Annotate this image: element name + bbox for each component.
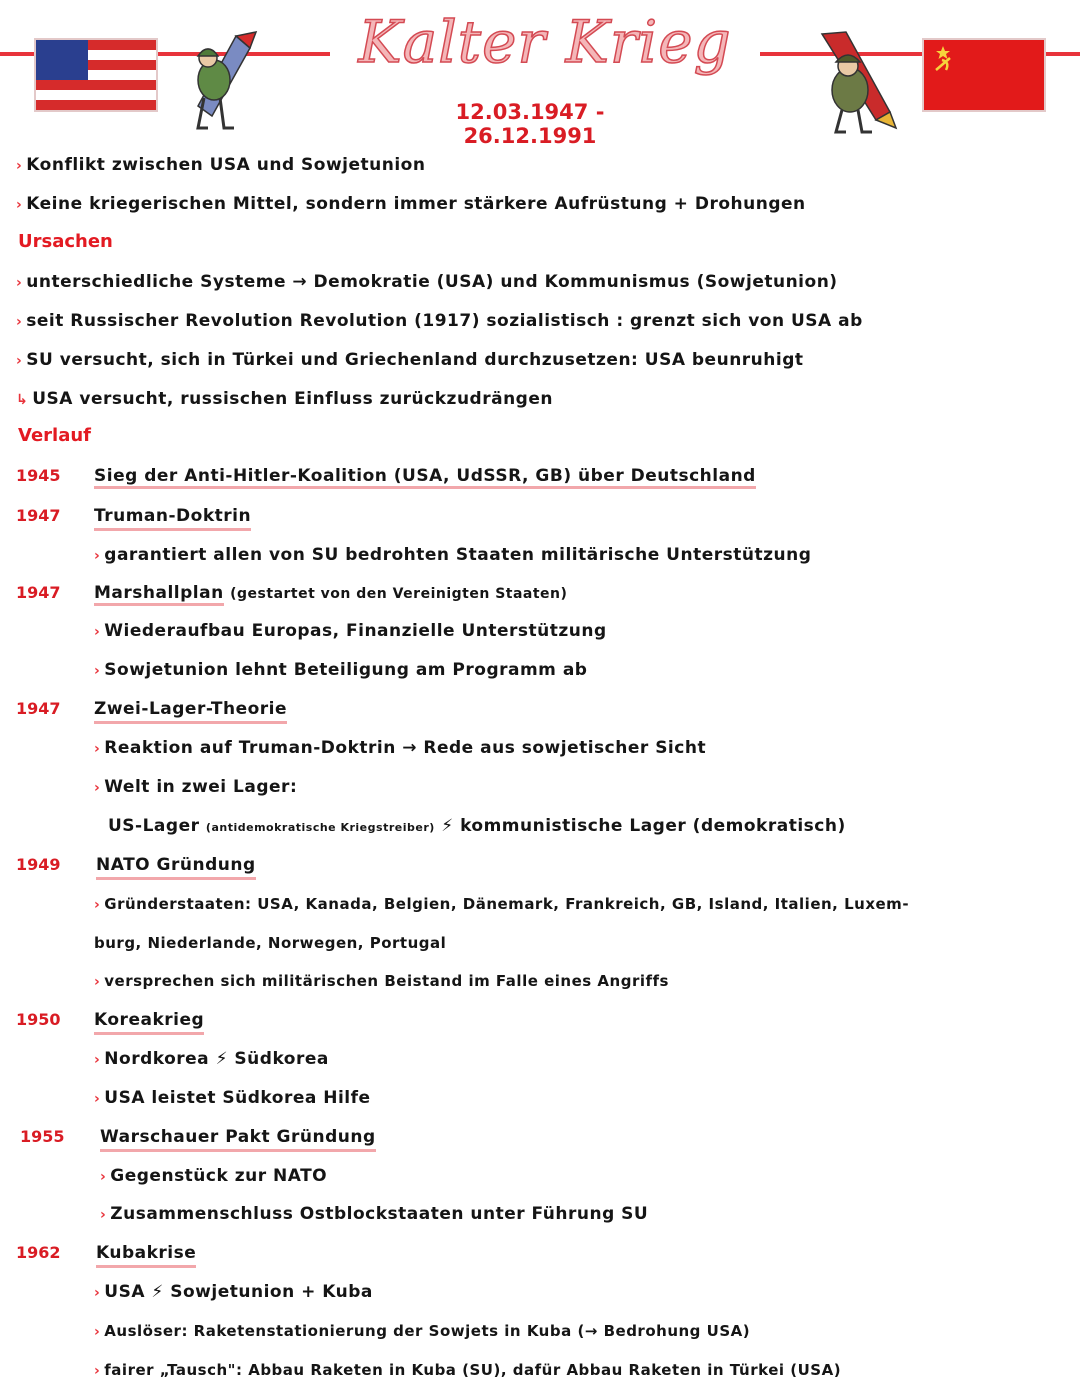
event-point: › Reaktion auf Truman-Doktrin → Rede aus sowjetischer Sicht (94, 738, 707, 758)
date-range: 12.03.1947 - 26.12.1991 (455, 100, 605, 148)
event-year: 1949 (16, 855, 61, 874)
event-title: Truman-Doktrin (94, 504, 251, 531)
event-year: 1955 (20, 1127, 65, 1146)
cause-item: › unterschiedliche Systeme → Demokratie (USA) und Kommunismus (Sowjetunion) (16, 272, 838, 292)
event-point: › Zusammenschluss Ostblockstaaten unter Führung SU (100, 1204, 649, 1224)
event-title: Zwei-Lager-Theorie (94, 697, 287, 724)
us-flag-icon (34, 38, 158, 112)
event-point: › Nordkorea ⚡ Südkorea (94, 1049, 329, 1069)
event-point: › versprechen sich militärischen Beistand im Falle eines Angriffs (94, 972, 669, 990)
event-title: Sieg der Anti-Hitler-Koalition (USA, UdSSR, GB) über Deutschland (94, 464, 756, 488)
cause-item: › seit Russischer Revolution Revolution (1917) sozialistisch : grenzt sich von USA ab (16, 311, 863, 331)
event-point: › Auslöser: Raketenstationierung der Sowjets in Kuba (→ Bedrohung USA) (94, 1322, 751, 1340)
event-year: 1947 (16, 583, 61, 602)
event-title: Kubakrise (96, 1241, 196, 1268)
event-point: › Wiederaufbau Europas, Finanzielle Unterstützung (94, 621, 607, 641)
event-point: › Sowjetunion lehnt Beteiligung am Programm ab (94, 660, 588, 680)
cause-item: ↳ USA versucht, russischen Einfluss zurückzudrängen (16, 389, 553, 409)
event-title: Marshallplan (gestartet von den Vereinigten Staaten) (94, 581, 567, 606)
event-point: › USA leistet Südkorea Hilfe (94, 1088, 371, 1108)
lager-description: US-Lager (antidemokratische Kriegstreiber) ⚡ kommunistische Lager (demokratisch) (108, 816, 846, 836)
soviet-flag-icon (922, 38, 1046, 112)
event-year: 1962 (16, 1243, 61, 1262)
event-point: › Welt in zwei Lager: (94, 777, 298, 797)
soviet-soldier-icon (812, 28, 902, 136)
intro-item: › Keine kriegerischen Mittel, sondern immer stärkere Aufrüstung + Drohungen (16, 194, 806, 214)
page-title: Kalter Krieg (358, 8, 732, 76)
cause-item: › SU versucht, sich in Türkei und Griechenland durchzusetzen: USA beunruhigt (16, 350, 804, 370)
event-point: › USA ⚡ Sowjetunion + Kuba (94, 1282, 373, 1302)
section-heading-ursachen: Ursachen (18, 231, 113, 252)
event-point-continued: burg, Niederlande, Norwegen, Portugal (94, 934, 447, 952)
event-title: Koreakrieg (94, 1008, 204, 1035)
intro-item: › Konflikt zwischen USA und Sowjetunion (16, 155, 426, 175)
section-heading-verlauf: Verlauf (18, 425, 91, 446)
event-year: 1945 (16, 466, 61, 485)
event-year: 1950 (16, 1010, 61, 1029)
event-point: › fairer „Tausch": Abbau Raketen in Kuba (SU), dafür Abbau Raketen in Türkei (USA) (94, 1361, 842, 1379)
event-title: NATO Gründung (96, 853, 256, 880)
event-point: › Gründerstaaten: USA, Kanada, Belgien, Dänemark, Frankreich, GB, Island, Italien, Luxem- (94, 895, 910, 913)
event-year: 1947 (16, 699, 61, 718)
event-point: › garantiert allen von SU bedrohten Staaten militärische Unterstützung (94, 545, 812, 565)
event-year: 1947 (16, 506, 61, 525)
us-soldier-icon (178, 28, 258, 136)
event-point: › Gegenstück zur NATO (100, 1166, 328, 1186)
event-title: Warschauer Pakt Gründung (100, 1125, 376, 1152)
